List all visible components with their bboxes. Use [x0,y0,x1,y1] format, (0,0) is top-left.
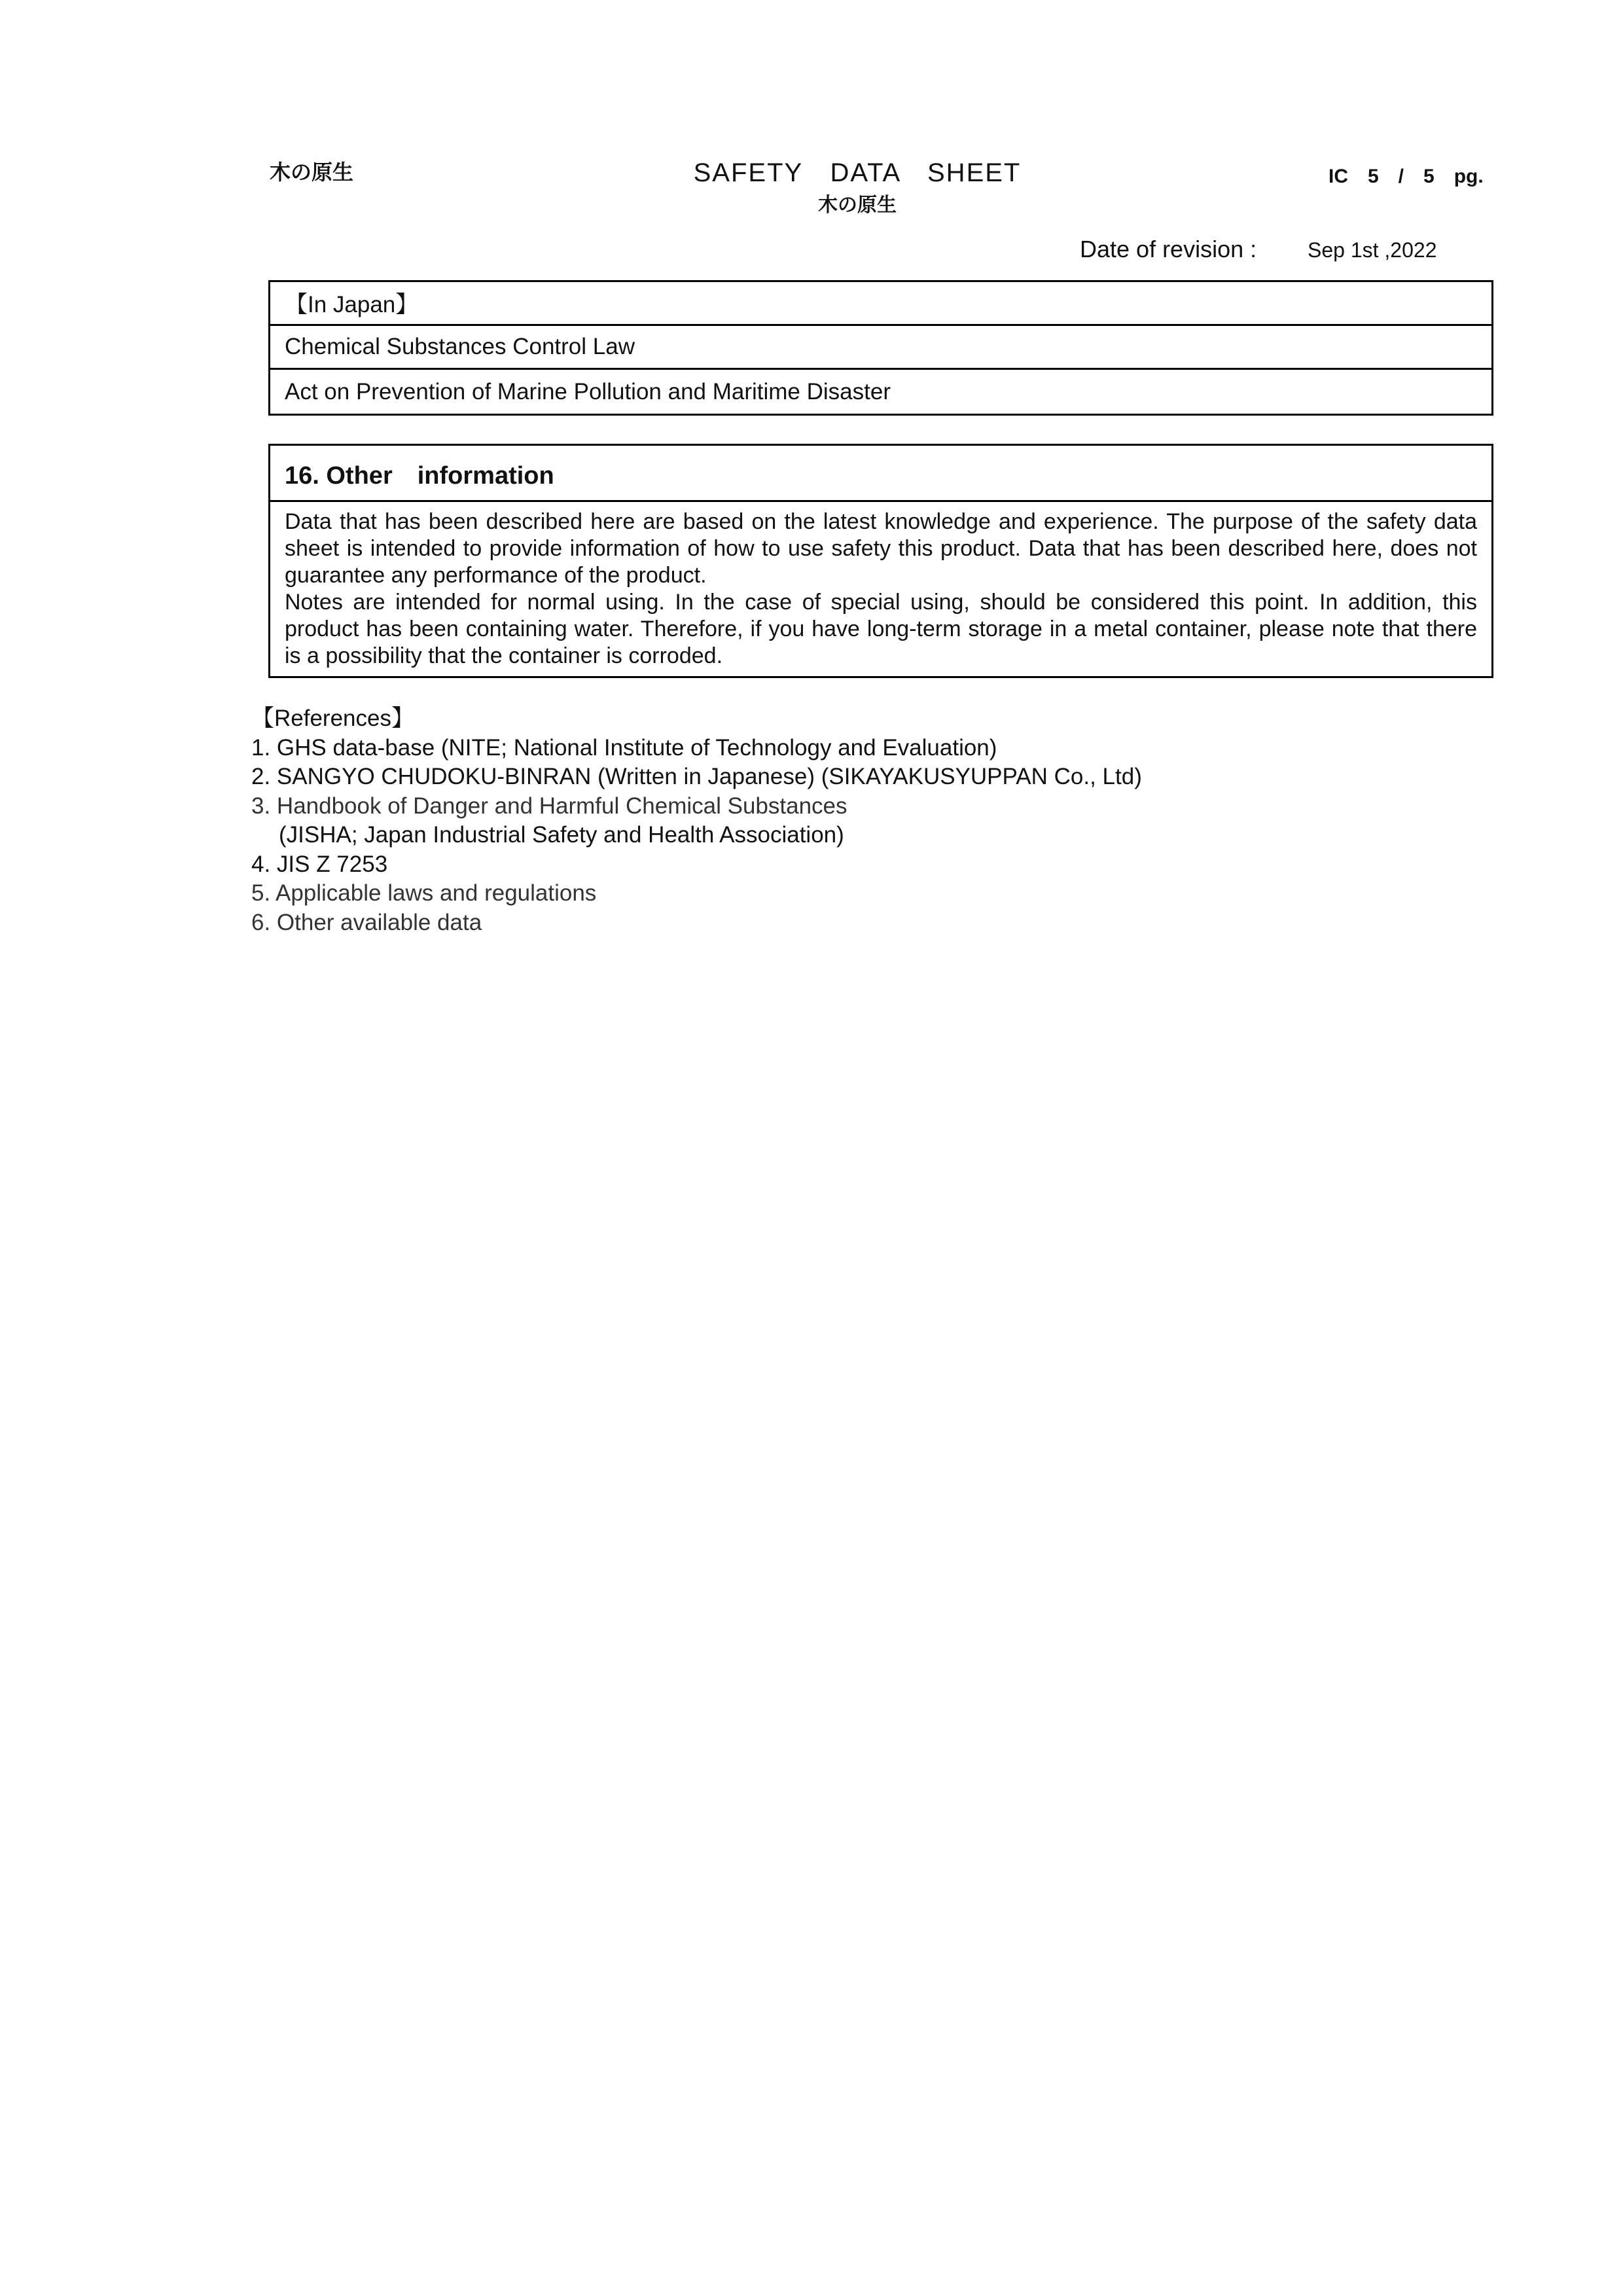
list-item: 6. Other available data [251,909,482,935]
references-title: 【References】 [251,706,414,731]
list-item: 1. GHS data-base (NITE; National Institute of Technology and Evaluation) [251,734,997,761]
list-item: 2. SANGYO CHUDOKU-BINRAN (Written in Japanese) (SIKAYAKUSYUPPAN Co., Ltd) [251,764,1142,789]
table-row: Act on Prevention of Marine Pollution and Maritime Disaster [285,378,891,404]
revision-date-value: Sep 1st ,2022 [1308,238,1437,262]
references-list [251,734,1142,938]
section-heading: 16. Other information [270,446,1491,502]
page-number: IC 5 / 5 pg. [1329,166,1484,187]
table-row: 【In Japan】 [270,282,1491,326]
list-item-continuation: (JISHA; Japan Industrial Safety and Health Association) [279,822,844,848]
paragraph: Notes are intended for normal using. In the case of special using, should be considered this point. In addition, this product has been containing water. Therefore, if you have long-term storage in a metal container, please note that there is a possibility that the container is corroded. [285,590,1477,668]
list-item [251,821,1142,850]
table-row: Chemical Substances Control Law [270,326,1491,370]
list-item: 3. Handbook of Danger and Harmful Chemical Substances [251,793,847,819]
document-subtitle: 木の原生 [818,194,897,217]
revision-date-label: Date of revision : [1080,236,1257,262]
list-item: 5. Applicable laws and regulations [251,880,597,906]
document-title: SAFETY DATA SHEET [693,158,1022,187]
regulations-table [268,280,1493,416]
company-name-left: 木の原生 [270,160,354,185]
section-body [270,502,1491,676]
paragraph: Data that has been described here are based on the latest knowledge and experience. The purpose of the safety data sheet is intended to provide information of how to use safety this product. Data that has been described here, does not guarantee any performance of the product. [285,509,1477,588]
references-section [251,704,1142,937]
list-item: 4. JIS Z 7253 [251,851,388,877]
other-information-section [268,444,1493,678]
